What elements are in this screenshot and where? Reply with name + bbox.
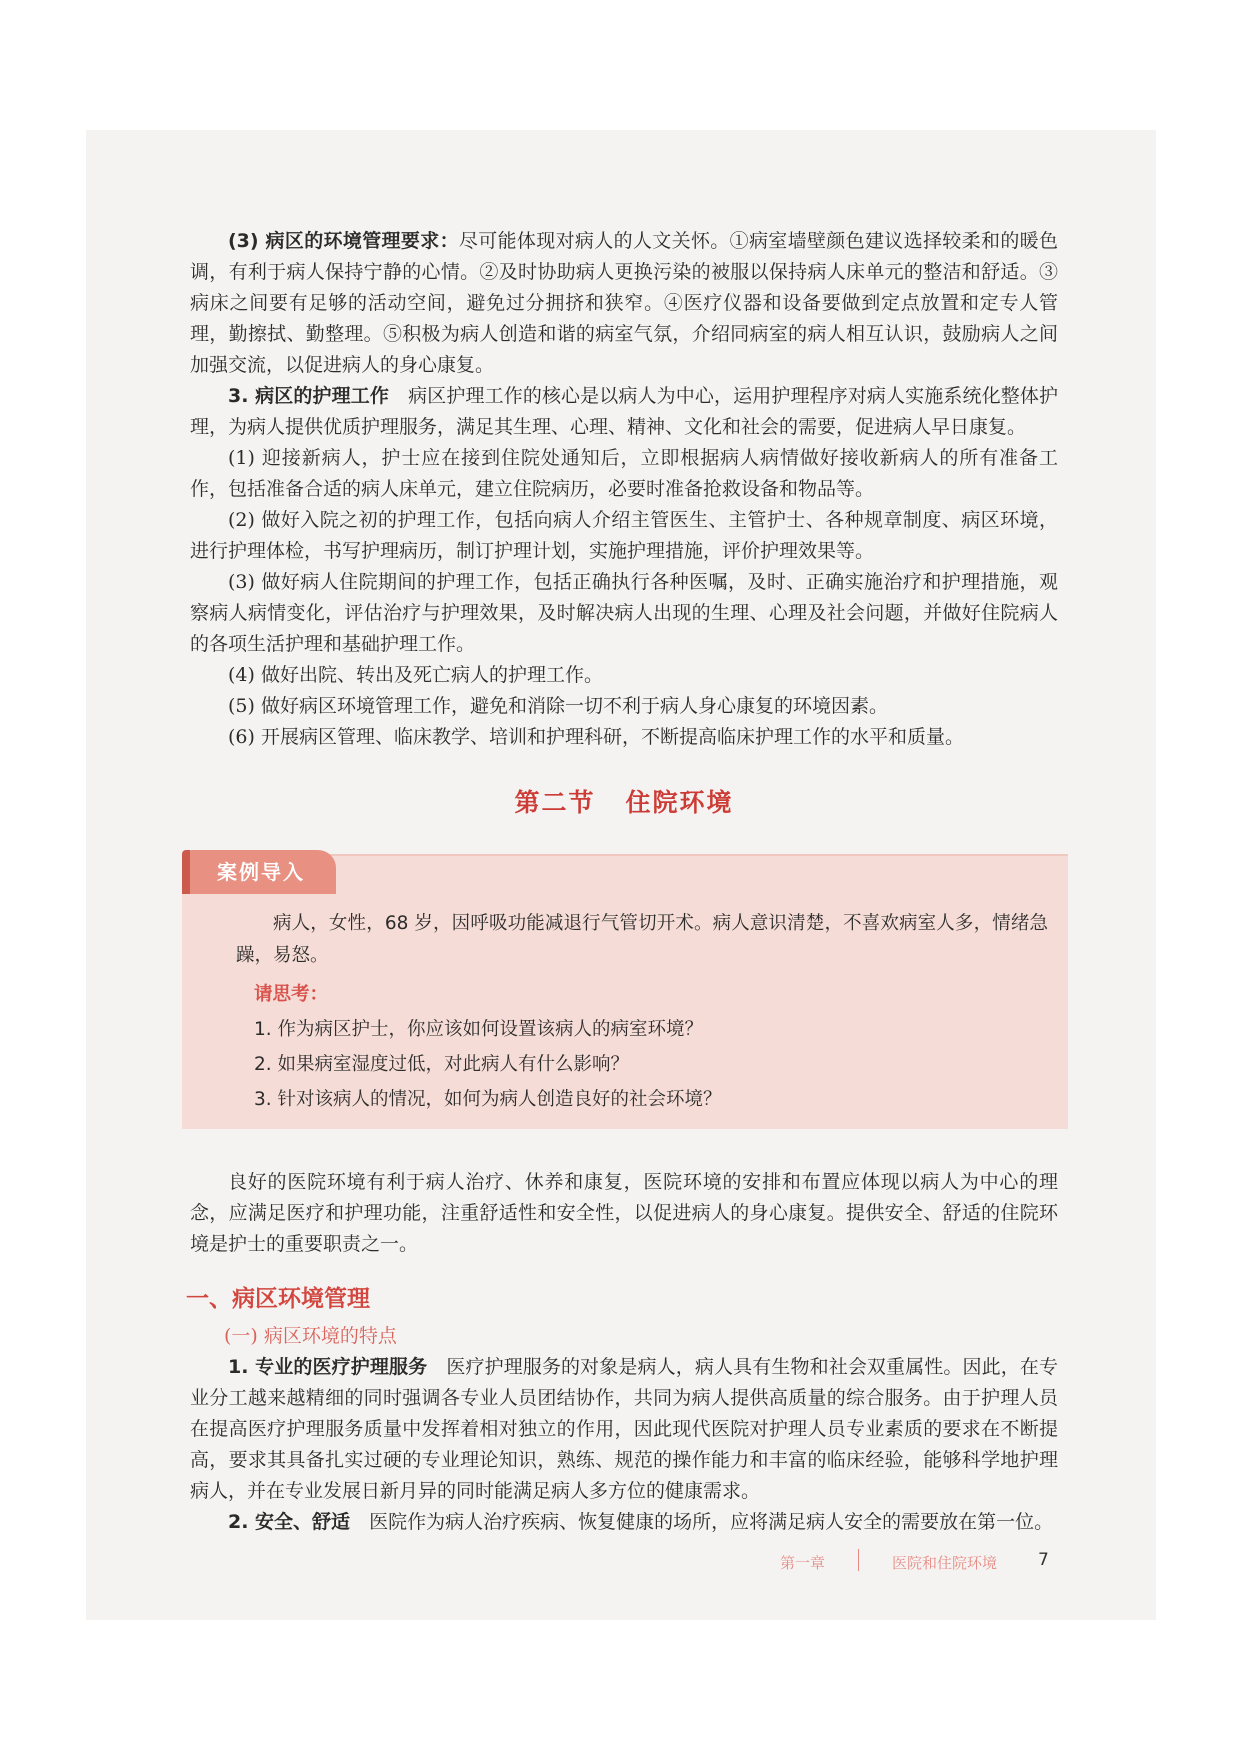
top-paragraphs [190,226,1058,753]
paragraph-text: (3) 做好病人住院期间的护理工作，包括正确执行各种医嘱，及时、正确实施治疗和护理措施，观察病人病情变化，评估治疗与护理效果，及时解决病人出现的生理、心理及社会问题，并做好住院病人的各项生活护理和基础护理工作。 [190,571,1058,655]
paragraph-lead: 3. 病区的护理工作 [228,385,389,407]
paragraph-lead: 1. 专业的医疗护理服务 [228,1356,428,1378]
intro-paragraph: 良好的医院环境有利于病人治疗、休养和康复，医院环境的安排和布置应体现以病人为中心的理念，应满足医疗和护理功能，注重舒适性和安全性，以促进病人的身心康复。提供安全、舒适的住院环境是护士的重要职责之一。 [190,1171,1058,1255]
case-question: 2. 如果病室湿度过低，对此病人有什么影响？ [254,1054,630,1075]
page-number: 7 [1038,1550,1049,1570]
paragraph [190,443,1058,505]
paragraph-text: (1) 迎接新病人，护士应在接到住院处通知后，立即根据病人病情做好接收新病人的所有准备工作，包括准备合适的病人床单元，建立住院病历，必要时准备抢救设备和物品等。 [190,447,1058,500]
footer-divider [858,1549,859,1571]
paragraph-lead: 2. 安全、舒适 [228,1511,351,1533]
paragraph-text: (5) 做好病区环境管理工作，避免和消除一切不利于病人身心康复的环境因素。 [228,695,888,717]
paragraph [190,660,1058,691]
case-question: 1. 作为病区护士，你应该如何设置该病人的病室环境？ [254,1019,704,1040]
footer-chapter: 第一章 [780,1554,826,1572]
paragraph [190,722,1058,753]
think-label: 请思考： [254,984,329,1005]
case-tag: 案例导入 [186,850,336,894]
paragraph-text: (4) 做好出院、转出及死亡病人的护理工作。 [228,664,603,686]
section-number: 第二节 [514,788,596,817]
heading-level-2: (一) 病区环境的特点 [224,1325,397,1347]
paragraph [190,226,1058,381]
paragraph [190,1507,1058,1538]
paragraph-text: 医院作为病人治疗疾病、恢复健康的场所，应将满足病人安全的需要放在第一位。 [350,1511,1054,1533]
heading-level-1: 一、病区环境管理 [186,1286,370,1312]
paragraph-text: 尽可能体现对病人的人文关怀。①病室墙壁颜色建议选择较柔和的暖色调，有利于病人保持宁静的心情。②及时协助病人更换污染的被服以保持病人床单元的整洁和舒适。③病床之间要有足够的活动空间，避免过分拥挤和狭窄。④医疗仪器和设备要做到定点放置和定专人管理，勤擦拭、勤整理。⑤积极为病人创造和谐的病室气氛，介绍同病室的病人相互认识，鼓励病人之间加强交流，以促进病人的身心康复。 [190,230,1058,376]
paragraph-text: (6) 开展病区管理、临床教学、培训和护理科研，不断提高临床护理工作的水平和质量。 [228,726,964,748]
footer-chapter-title: 医院和住院环境 [892,1554,998,1572]
paragraph-text: 医疗护理服务的对象是病人，病人具有生物和社会双重属性。因此，在专业分工越来越精细的同时强调各专业人员团结协作，共同为病人提供高质量的综合服务。由于护理人员在提高医疗护理服务质量中发挥着相对独立的作用，因此现代医院对护理人员专业素质的要求在不断提高，要求其具备扎实过硬的专业理论知识，熟练、规范的操作能力和丰富的临床经验，能够科学地护理病人，并在专业发展日新月异的同时能满足病人多方位的健康需求。 [190,1356,1058,1502]
paragraph [190,1352,1058,1507]
paragraph [190,691,1058,722]
paragraph-text: 病区护理工作的核心是以病人为中心，运用护理程序对病人实施系统化整体护理，为病人提供优质护理服务，满足其生理、心理、精神、文化和社会的需要，促进病人早日康复。 [190,385,1058,438]
paragraph-text: (2) 做好入院之初的护理工作，包括向病人介绍主管医生、主管护士、各种规章制度、病区环境，进行护理体检，书写护理病历，制订护理计划，实施护理措施，评价护理效果等。 [190,509,1058,562]
bottom-paragraphs [190,1352,1058,1538]
page-content [186,226,1058,1538]
case-question: 3. 针对该病人的情况，如何为病人创造良好的社会环境？ [254,1089,722,1110]
case-text: 病人，女性，68 岁，因呼吸功能减退行气管切开术。病人意识清楚，不喜欢病室人多，情绪急躁，易怒。 [236,913,1048,966]
paragraph-lead: (3) 病区的环境管理要求： [228,230,459,252]
paragraph [190,381,1058,443]
case-box [182,854,1068,1129]
section-title [190,787,1058,818]
page-footer [780,1548,1060,1578]
paragraph [190,505,1058,567]
section-name: 住院环境 [625,788,734,817]
paragraph [190,567,1058,660]
